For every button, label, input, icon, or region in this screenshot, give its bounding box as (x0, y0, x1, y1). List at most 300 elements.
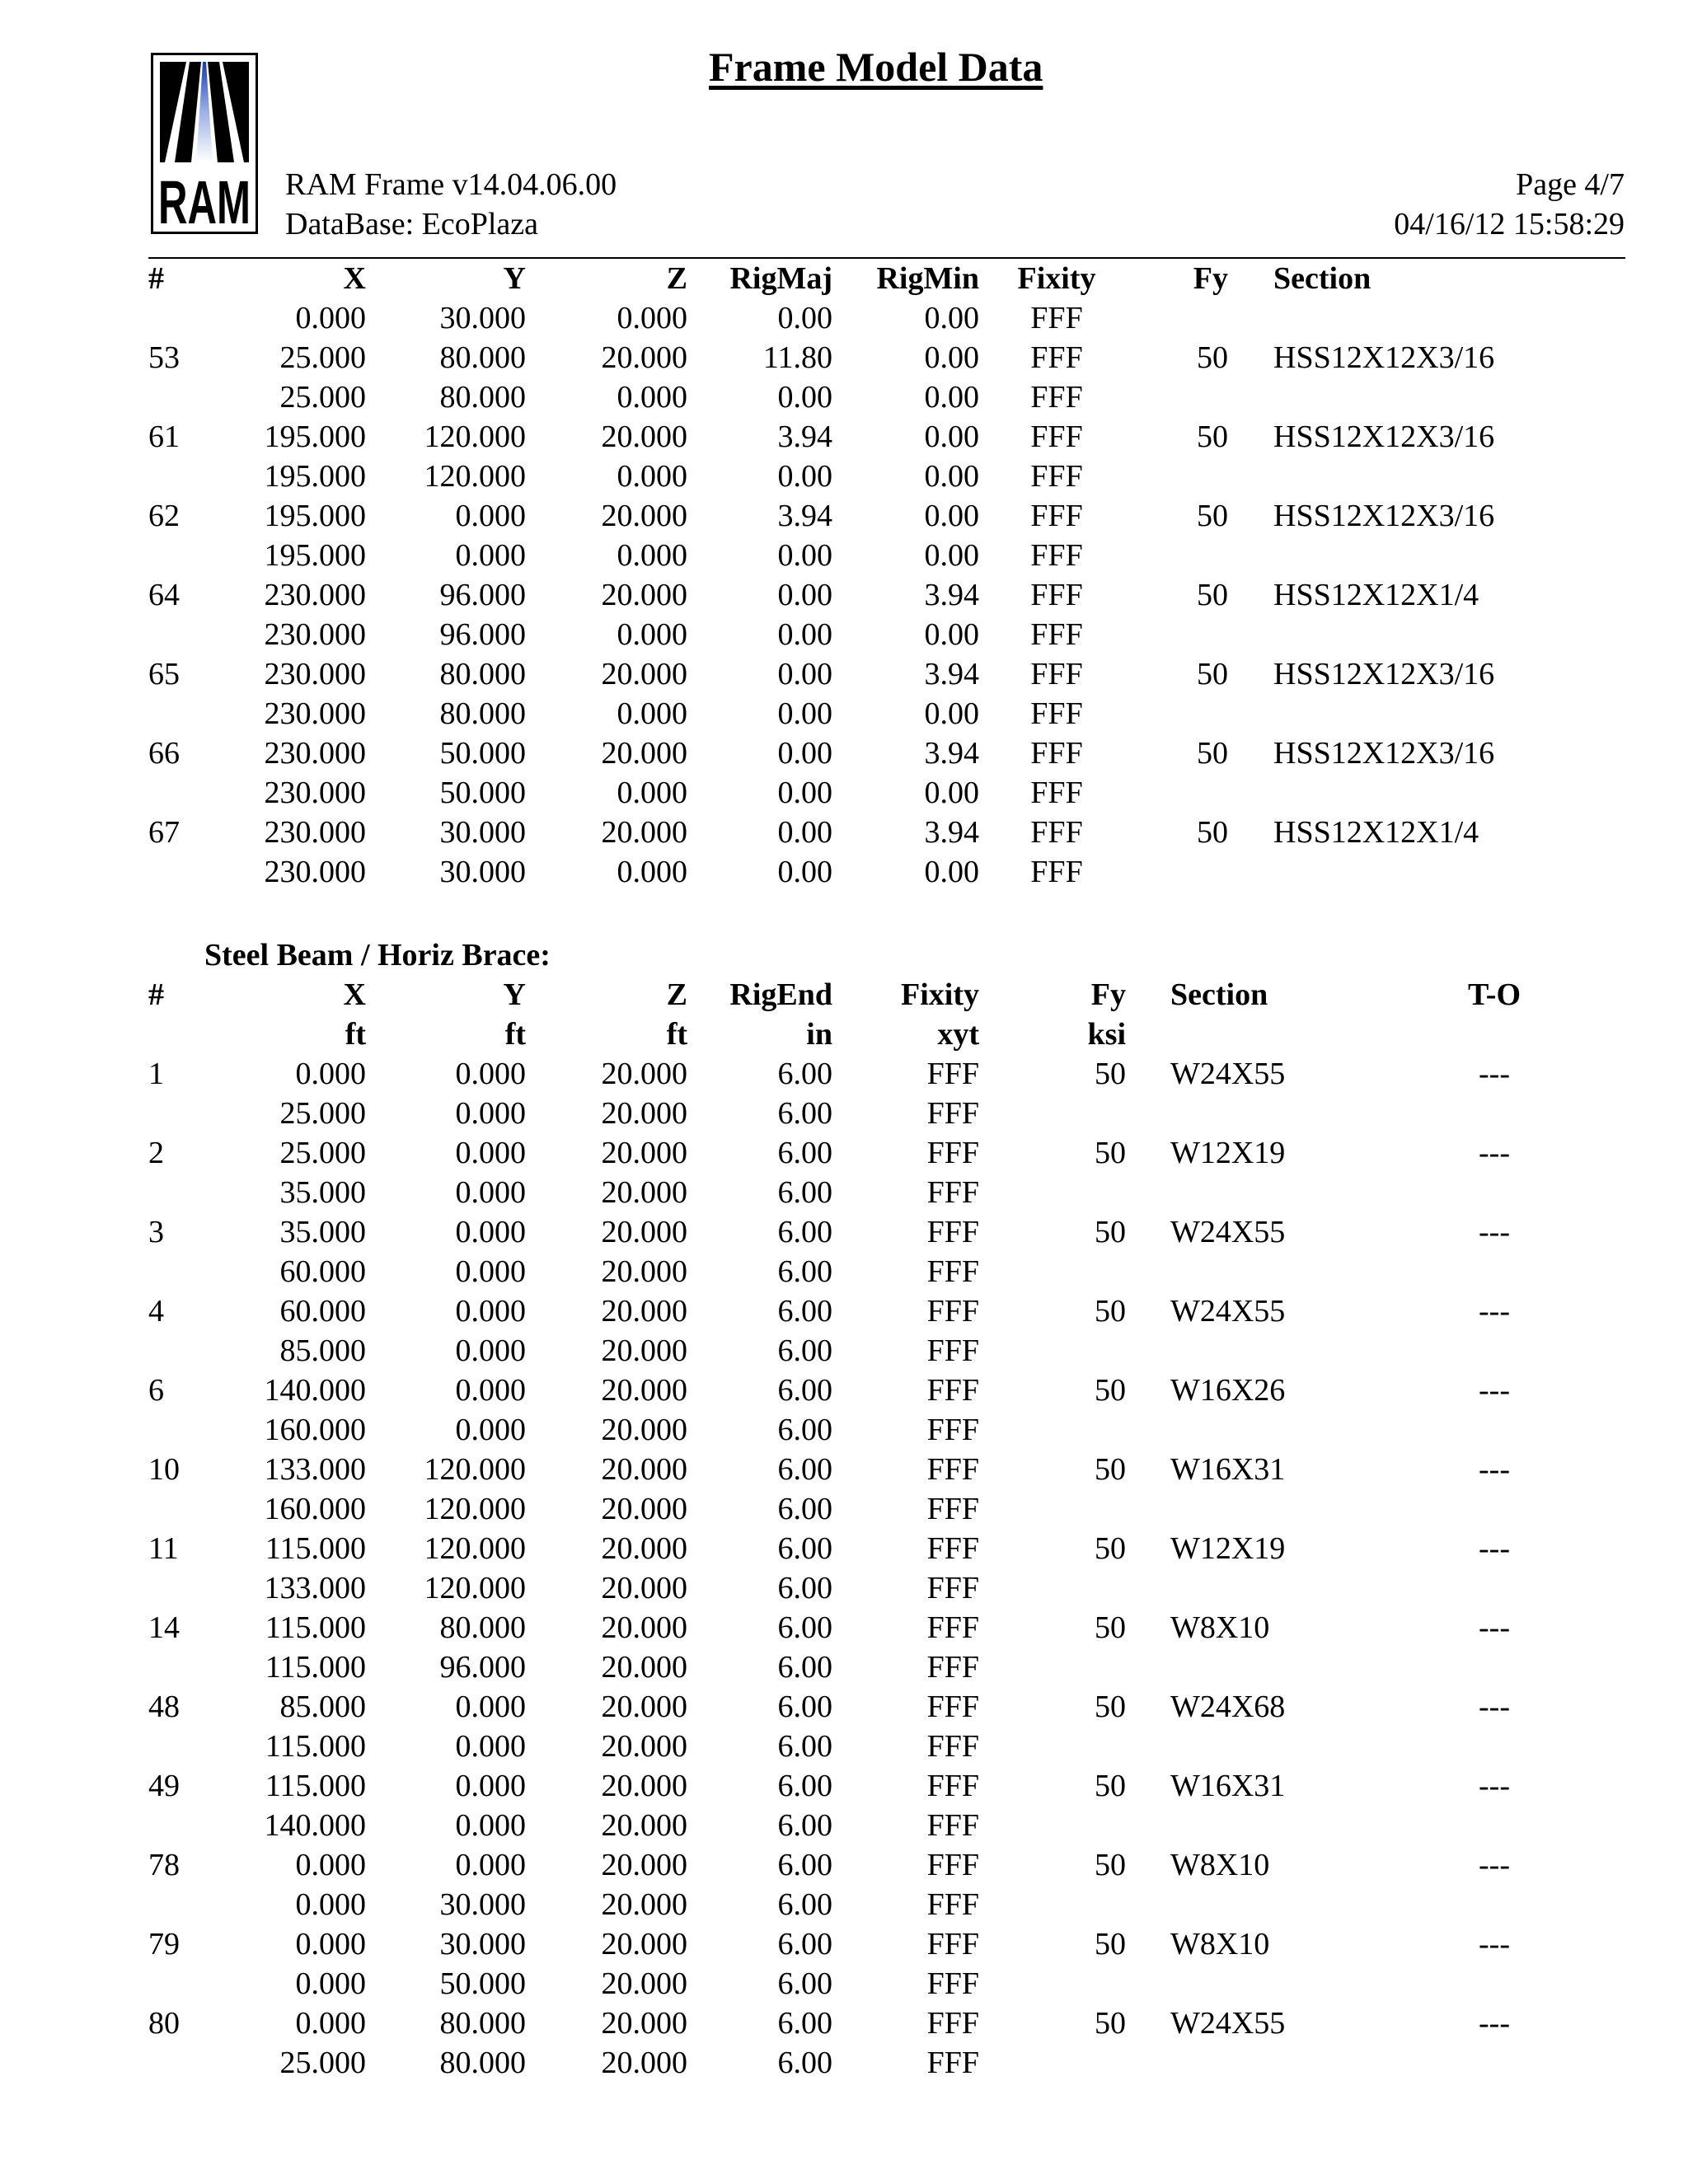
unit-header-y: ft (504, 1017, 526, 1052)
table-row-id: 49 (148, 1769, 180, 1803)
table-row-z: 20.000 (601, 1492, 687, 1526)
table-row (0, 338, 1688, 377)
table-row-rig-end: 6.00 (777, 1531, 832, 1566)
table-row (0, 852, 1688, 892)
table-row (0, 1450, 1688, 1489)
table-row-fixity: FFF (926, 1254, 979, 1289)
table-row-rig-maj: 0.00 (777, 578, 832, 612)
table-row-x: 230.000 (264, 855, 366, 889)
table-row-z: 20.000 (601, 1769, 687, 1803)
table-row-fixity: FFF (926, 1373, 979, 1408)
table-row-x: 35.000 (279, 1175, 366, 1210)
table-row-x: 25.000 (279, 1136, 366, 1170)
table-row-rig-maj: 0.00 (777, 301, 832, 335)
table-row-rig-end: 6.00 (777, 1769, 832, 1803)
table-row-fixity: FFF (926, 1492, 979, 1526)
table-row-fy: 50 (1095, 1690, 1126, 1724)
table-row-fixity: FFF (1030, 776, 1083, 810)
table-row (0, 1687, 1688, 1727)
table-row-rig-min: 0.00 (924, 855, 979, 889)
table-row-section: W16X31 (1170, 1452, 1286, 1487)
table-row-y: 80.000 (439, 2046, 526, 2080)
table-row-z: 0.000 (617, 301, 687, 335)
table-row-fixity: FFF (1030, 301, 1083, 335)
table-row-y: 50.000 (439, 1966, 526, 2001)
table-row-fixity: FFF (926, 1610, 979, 1645)
table-row-x: 133.000 (264, 1452, 366, 1487)
table-row-id: 3 (148, 1215, 164, 1249)
table-row-id: 62 (148, 499, 180, 533)
table-row-x: 115.000 (265, 1610, 366, 1645)
program-version: RAM Frame v14.04.06.00 (285, 167, 617, 202)
table-row-t-o: --- (1479, 1769, 1510, 1803)
table-row-x: 195.000 (264, 499, 366, 533)
beams-table (0, 975, 1688, 2083)
table-row-id: 6 (148, 1373, 164, 1408)
table-row-id: 11 (148, 1531, 179, 1566)
table-row-fixity: FFF (926, 1927, 979, 1961)
column-header-fy: Fy (1193, 261, 1228, 296)
table-row-y: 0.000 (455, 1769, 526, 1803)
table-row-y: 0.000 (455, 1808, 526, 1843)
table-row-rig-end: 6.00 (777, 1966, 832, 2001)
column-header-section: Section (1170, 977, 1268, 1012)
table-row (0, 1489, 1688, 1529)
table-row-y: 0.000 (455, 499, 526, 533)
table-row-fy: 50 (1197, 657, 1228, 691)
table-row-x: 195.000 (264, 538, 366, 573)
table-row-x: 115.000 (265, 1650, 366, 1685)
table-row-x: 0.000 (295, 1848, 366, 1882)
table-row-z: 20.000 (601, 1254, 687, 1289)
table-row-rig-end: 6.00 (777, 1610, 832, 1645)
print-datetime: 04/16/12 15:58:29 (1394, 207, 1625, 241)
table-row-x: 195.000 (264, 459, 366, 494)
page-number: Page 4/7 (1516, 167, 1625, 202)
table-row-rig-min: 0.00 (924, 340, 979, 375)
table-row-rig-end: 6.00 (777, 1413, 832, 1447)
table-row-fixity: FFF (1030, 499, 1083, 533)
table-row-t-o: --- (1479, 1690, 1510, 1724)
column-header-id: # (148, 261, 164, 296)
table-row-rig-min: 0.00 (924, 617, 979, 652)
table-row (0, 1173, 1688, 1212)
table-row-y: 30.000 (439, 301, 526, 335)
table-row-rig-end: 6.00 (777, 1650, 832, 1685)
table-row-z: 20.000 (601, 1294, 687, 1329)
table-row-fy: 50 (1197, 419, 1228, 454)
table-row-rig-end: 6.00 (777, 1848, 832, 1882)
table-row (0, 1806, 1688, 1845)
column-header-x: X (343, 977, 366, 1012)
table-row-rig-maj: 0.00 (777, 380, 832, 415)
table-row-fy: 50 (1095, 1294, 1126, 1329)
table-row (0, 1647, 1688, 1687)
table-row-rig-end: 6.00 (777, 1887, 832, 1922)
table-row-z: 20.000 (601, 1966, 687, 2001)
columns-table (0, 259, 1688, 892)
table-row-fy: 50 (1095, 1057, 1126, 1091)
column-header-fixity: Fixity (1017, 261, 1096, 296)
table-row-z: 20.000 (601, 1690, 687, 1724)
table-row-x: 160.000 (264, 1413, 366, 1447)
table-row-y: 120.000 (424, 419, 526, 454)
table-row-fy: 50 (1197, 340, 1228, 375)
page-title: Frame Model Data (709, 44, 1043, 90)
table-row-z: 20.000 (601, 1373, 687, 1408)
table-row-fixity: FFF (1030, 538, 1083, 573)
table-row-z: 20.000 (601, 1887, 687, 1922)
table-row-x: 25.000 (279, 380, 366, 415)
table-row-y: 30.000 (439, 1887, 526, 1922)
table-row-section: W24X55 (1170, 1215, 1286, 1249)
table-row (0, 536, 1688, 575)
table-row-fixity: FFF (926, 1452, 979, 1487)
table-row-x: 25.000 (279, 340, 366, 375)
table-row (0, 2004, 1688, 2043)
table-row-z: 20.000 (601, 1452, 687, 1487)
table-row-x: 0.000 (295, 1927, 366, 1961)
table-row (0, 1568, 1688, 1608)
table-row-y: 0.000 (455, 1373, 526, 1408)
table-row (0, 773, 1688, 813)
column-header-rig-end: RigEnd (729, 977, 832, 1012)
table-row (0, 377, 1688, 417)
table-row-fy: 50 (1095, 1927, 1126, 1961)
column-header-t-o: T-O (1467, 977, 1522, 1012)
table-row-fixity: FFF (926, 1057, 979, 1091)
table-row-x: 115.000 (265, 1769, 366, 1803)
table-row-z: 20.000 (601, 736, 687, 771)
table-row-fixity: FFF (926, 2046, 979, 2080)
table-row-x: 60.000 (279, 1254, 366, 1289)
unit-header-z: ft (666, 1017, 687, 1052)
table-row-z: 20.000 (601, 1927, 687, 1961)
table-row (0, 575, 1688, 615)
table-row-section: W24X68 (1170, 1690, 1286, 1724)
column-header-id: # (148, 977, 164, 1012)
table-row-fy: 50 (1197, 736, 1228, 771)
table-row-y: 80.000 (439, 1610, 526, 1645)
table-row-rig-end: 6.00 (777, 2046, 832, 2080)
table-row-x: 140.000 (264, 1808, 366, 1843)
table-row-rig-end: 6.00 (777, 1808, 832, 1843)
table-row-fixity: FFF (1030, 380, 1083, 415)
beams-table-title: Steel Beam / Horiz Brace: (204, 938, 551, 972)
program-info (285, 165, 617, 244)
table-row-x: 0.000 (295, 1966, 366, 2001)
table-row (0, 1845, 1688, 1885)
table-row-y: 0.000 (455, 1136, 526, 1170)
table-row-rig-end: 6.00 (777, 1175, 832, 1210)
table-row-rig-min: 3.94 (924, 736, 979, 771)
table-row (0, 298, 1688, 338)
table-row-x: 230.000 (264, 617, 366, 652)
column-header-rig-min: RigMin (876, 261, 979, 296)
table-row-y: 30.000 (439, 855, 526, 889)
table-row-section: W16X26 (1170, 1373, 1286, 1408)
table-row-y: 0.000 (455, 1294, 526, 1329)
table-row-y: 80.000 (439, 2006, 526, 2041)
table-row-z: 0.000 (617, 776, 687, 810)
table-row-y: 96.000 (439, 617, 526, 652)
table-row-z: 20.000 (601, 1610, 687, 1645)
table-row-x: 60.000 (279, 1294, 366, 1329)
table-row-fixity: FFF (926, 1729, 979, 1764)
table-row-fixity: FFF (1030, 855, 1083, 889)
table-row-fy: 50 (1095, 1136, 1126, 1170)
table-row (0, 1529, 1688, 1568)
table-row-rig-end: 6.00 (777, 1571, 832, 1605)
table-row-section: HSS12X12X1/4 (1273, 815, 1479, 850)
table-row-fixity: FFF (1030, 459, 1083, 494)
table-row-rig-maj: 0.00 (777, 776, 832, 810)
column-header-fixity: Fixity (901, 977, 979, 1012)
table-row-section: W8X10 (1170, 1927, 1270, 1961)
table-row-rig-maj: 0.00 (777, 617, 832, 652)
table-row-id: 78 (148, 1848, 180, 1882)
table-row-rig-maj: 0.00 (777, 657, 832, 691)
table-row (0, 1291, 1688, 1331)
table-row-fy: 50 (1095, 1215, 1126, 1249)
table-row-z: 0.000 (617, 855, 687, 889)
table-row-rig-end: 6.00 (777, 1254, 832, 1289)
table-row-z: 20.000 (601, 419, 687, 454)
table-row-section: W12X19 (1170, 1531, 1286, 1566)
table-row-z: 0.000 (617, 617, 687, 652)
table-row-id: 80 (148, 2006, 180, 2041)
table-row-id: 61 (148, 419, 180, 454)
table-row-rig-min: 0.00 (924, 776, 979, 810)
table-row (0, 1331, 1688, 1371)
table-row-section: W8X10 (1170, 1848, 1270, 1882)
table-row-fy: 50 (1095, 1531, 1126, 1566)
table-row-y: 30.000 (439, 815, 526, 850)
unit-header-x: ft (345, 1017, 366, 1052)
table-row-y: 80.000 (439, 380, 526, 415)
table-row-x: 160.000 (264, 1492, 366, 1526)
table-row-y: 0.000 (455, 1057, 526, 1091)
table-row-fy: 50 (1197, 578, 1228, 612)
logo-text: RAM (158, 168, 251, 237)
table-row-z: 0.000 (617, 380, 687, 415)
table-row-fy: 50 (1197, 815, 1228, 850)
table-row-rig-min: 0.00 (924, 380, 979, 415)
table-row-fy: 50 (1095, 1610, 1126, 1645)
table-row (0, 1094, 1688, 1133)
table-row-z: 20.000 (601, 1650, 687, 1685)
table-row-x: 0.000 (295, 2006, 366, 2041)
table-row-rig-min: 3.94 (924, 815, 979, 850)
table-row-x: 0.000 (295, 301, 366, 335)
table-row-y: 96.000 (439, 1650, 526, 1685)
table-row-id: 64 (148, 578, 180, 612)
table-row (0, 1766, 1688, 1806)
table-row-x: 230.000 (264, 696, 366, 731)
table-row-x: 230.000 (264, 815, 366, 850)
table-row-x: 35.000 (279, 1215, 366, 1249)
table-row-rig-min: 0.00 (924, 419, 979, 454)
table-row (0, 1410, 1688, 1450)
column-header-x: X (343, 261, 366, 296)
table-row-x: 133.000 (264, 1571, 366, 1605)
table-row-id: 66 (148, 736, 180, 771)
table-row-section: HSS12X12X3/16 (1273, 499, 1495, 533)
table-row-fixity: FFF (926, 1136, 979, 1170)
table-row-y: 0.000 (455, 1848, 526, 1882)
table-row-y: 0.000 (455, 1729, 526, 1764)
table-row-z: 20.000 (601, 2046, 687, 2080)
table-row-rig-maj: 11.80 (762, 340, 832, 375)
table-row-z: 20.000 (601, 1215, 687, 1249)
table-row-fixity: FFF (1030, 815, 1083, 850)
table-row-z: 20.000 (601, 657, 687, 691)
column-header-rig-maj: RigMaj (729, 261, 832, 296)
database-name: DataBase: EcoPlaza (285, 207, 539, 241)
table-row-z: 20.000 (601, 578, 687, 612)
table-row-fixity: FFF (1030, 578, 1083, 612)
table-row-id: 79 (148, 1927, 180, 1961)
table-row (0, 1727, 1688, 1766)
column-header (0, 259, 1688, 298)
table-row-section: HSS12X12X1/4 (1273, 578, 1479, 612)
table-row-t-o: --- (1479, 1610, 1510, 1645)
table-row-fixity: FFF (1030, 419, 1083, 454)
table-row-y: 0.000 (455, 1215, 526, 1249)
table-row-t-o: --- (1479, 1848, 1510, 1882)
table-row-id: 48 (148, 1690, 180, 1724)
table-row-rig-min: 3.94 (924, 578, 979, 612)
table-row-rig-end: 6.00 (777, 1215, 832, 1249)
table-row-fixity: FFF (1030, 696, 1083, 731)
table-row-rig-maj: 0.00 (777, 696, 832, 731)
table-row-section: W24X55 (1170, 2006, 1286, 2041)
table-row-z: 20.000 (601, 340, 687, 375)
column-header-y: Y (503, 261, 526, 296)
table-row-fy: 50 (1095, 2006, 1126, 2041)
table-row-section: W24X55 (1170, 1294, 1286, 1329)
table-row (0, 1608, 1688, 1647)
table-row-id: 65 (148, 657, 180, 691)
table-row-id: 2 (148, 1136, 164, 1170)
table-row (0, 496, 1688, 536)
table-row-fixity: FFF (926, 1650, 979, 1685)
table-row-fixity: FFF (926, 1215, 979, 1249)
table-row-z: 20.000 (601, 1848, 687, 1882)
table-row-y: 30.000 (439, 1927, 526, 1961)
column-header-y: Y (503, 977, 526, 1012)
unit-header-rig-end: in (806, 1017, 832, 1052)
table-row-x: 25.000 (279, 1096, 366, 1131)
table-row (0, 813, 1688, 852)
table-row-y: 120.000 (424, 1492, 526, 1526)
table-row-fixity: FFF (926, 1294, 979, 1329)
table-row-y: 80.000 (439, 657, 526, 691)
table-row-z: 20.000 (601, 1531, 687, 1566)
table-row-y: 0.000 (455, 1254, 526, 1289)
table-row-z: 0.000 (617, 538, 687, 573)
table-row-z: 20.000 (601, 1096, 687, 1131)
table-row (0, 1371, 1688, 1410)
table-row-t-o: --- (1479, 1531, 1510, 1566)
table-row-fy: 50 (1095, 1452, 1126, 1487)
table-row-fixity: FFF (926, 1175, 979, 1210)
table-row-z: 20.000 (601, 1175, 687, 1210)
ram-logo (151, 53, 258, 237)
table-row-z: 20.000 (601, 2006, 687, 2041)
table-row (0, 2043, 1688, 2083)
table-row-x: 195.000 (264, 419, 366, 454)
column-header-fy: Fy (1090, 977, 1126, 1012)
table-row-rig-end: 6.00 (777, 1729, 832, 1764)
table-row-section: W16X31 (1170, 1769, 1286, 1803)
table-row-rig-end: 6.00 (777, 1927, 832, 1961)
table-row-t-o: --- (1479, 1373, 1510, 1408)
table-row-x: 230.000 (264, 657, 366, 691)
table-row-x: 230.000 (264, 776, 366, 810)
table-row-fixity: FFF (1030, 657, 1083, 691)
table-row-y: 96.000 (439, 578, 526, 612)
table-row-rig-maj: 0.00 (777, 538, 832, 573)
table-row-fixity: FFF (926, 1531, 979, 1566)
table-row-y: 0.000 (455, 1690, 526, 1724)
table-row-y: 80.000 (439, 696, 526, 731)
table-row-rig-min: 3.94 (924, 657, 979, 691)
table-row-t-o: --- (1479, 1057, 1510, 1091)
table-row-fixity: FFF (1030, 617, 1083, 652)
table-row-y: 120.000 (424, 1452, 526, 1487)
unit-header-fy: ksi (1087, 1017, 1126, 1052)
table-row-z: 20.000 (601, 499, 687, 533)
table-row-fy: 50 (1197, 499, 1228, 533)
table-row-section: W24X55 (1170, 1057, 1286, 1091)
table-row-x: 140.000 (264, 1373, 366, 1408)
table-row-t-o: --- (1479, 1215, 1510, 1249)
table-row (0, 615, 1688, 654)
table-row-fixity: FFF (926, 1887, 979, 1922)
table-row-x: 115.000 (265, 1729, 366, 1764)
table-row-y: 50.000 (439, 776, 526, 810)
table-row (0, 1885, 1688, 1924)
table-row-fy: 50 (1095, 1769, 1126, 1803)
table-row-rig-maj: 0.00 (777, 855, 832, 889)
table-row-rig-end: 6.00 (777, 1492, 832, 1526)
table-row-x: 85.000 (279, 1333, 366, 1368)
table-row-fy: 50 (1095, 1373, 1126, 1408)
table-row (0, 1924, 1688, 1964)
table-row-rig-min: 0.00 (924, 538, 979, 573)
table-row-id: 10 (148, 1452, 180, 1487)
table-row-x: 230.000 (264, 736, 366, 771)
table-row-x: 230.000 (264, 578, 366, 612)
table-row-fixity: FFF (926, 1333, 979, 1368)
table-row-x: 0.000 (295, 1887, 366, 1922)
table-row-t-o: --- (1479, 1294, 1510, 1329)
table-row-fixity: FFF (926, 1413, 979, 1447)
table-row (0, 1212, 1688, 1252)
table-row-rig-end: 6.00 (777, 1136, 832, 1170)
table-row-id: 4 (148, 1294, 164, 1329)
table-row (0, 654, 1688, 694)
table-row-t-o: --- (1479, 1136, 1510, 1170)
table-row-section: HSS12X12X3/16 (1273, 736, 1495, 771)
table-row-fixity: FFF (926, 1571, 979, 1605)
table-row (0, 1252, 1688, 1291)
table-row-z: 20.000 (601, 1808, 687, 1843)
table-row-rig-min: 0.00 (924, 459, 979, 494)
table-row (0, 1054, 1688, 1094)
table-row-section: HSS12X12X3/16 (1273, 340, 1495, 375)
